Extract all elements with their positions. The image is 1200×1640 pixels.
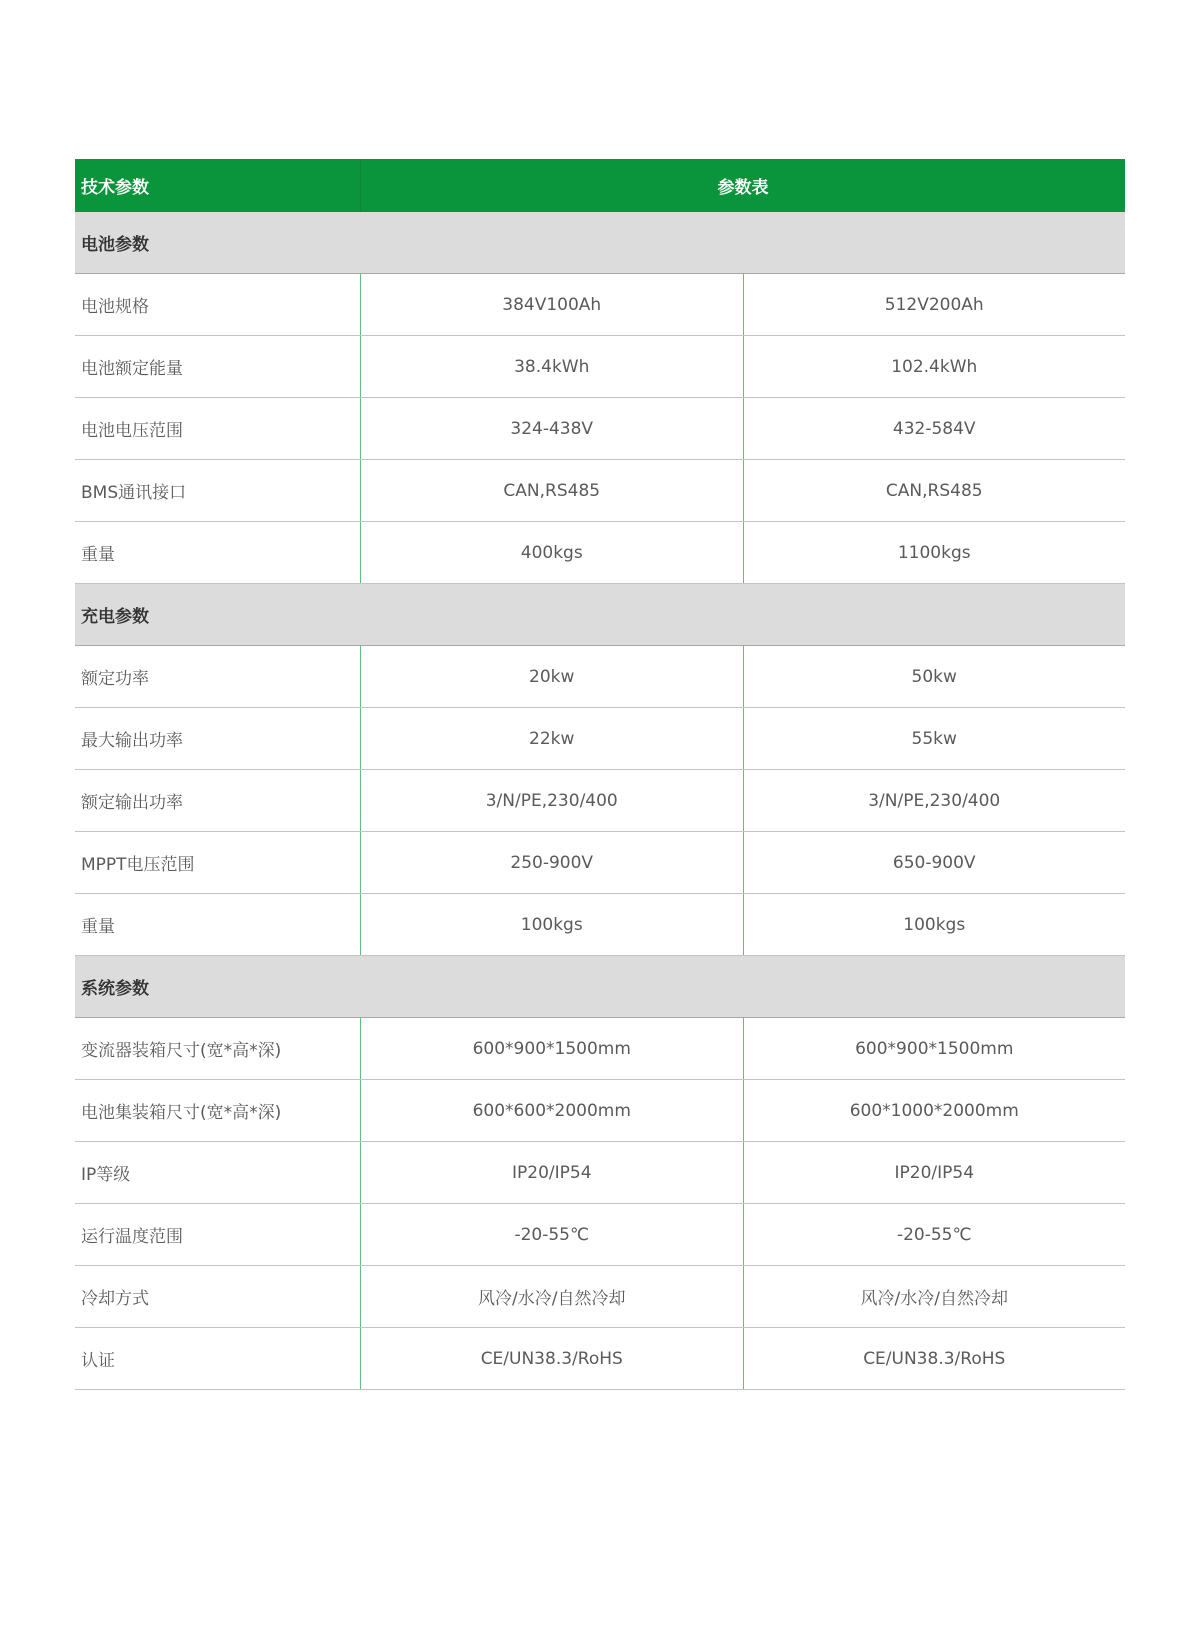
row-label: 电池规格 (81, 297, 149, 317)
row-label: BMS通讯接口 (81, 483, 187, 503)
row-label: 最大输出功率 (81, 731, 183, 751)
table-row (75, 398, 1125, 460)
table-row (75, 832, 1125, 894)
row-value-1: 600*600*2000mm (360, 1080, 743, 1141)
table-row (75, 1328, 1125, 1390)
row-value-1: 3/N/PE,230/400 (360, 770, 743, 831)
row-value-2: 512V200Ah (743, 274, 1126, 335)
header-param-label: 技术参数 (81, 178, 149, 198)
table-row (75, 1266, 1125, 1328)
row-value-2: IP20/IP54 (743, 1142, 1126, 1203)
row-label: 变流器装箱尺寸(宽*高*深) (81, 1041, 282, 1061)
row-value-1: 38.4kWh (360, 336, 743, 397)
row-value-1: 384V100Ah (360, 274, 743, 335)
row-label: MPPT电压范围 (81, 855, 195, 875)
row-value-2: 432-584V (743, 398, 1126, 459)
row-value-2: CE/UN38.3/RoHS (743, 1328, 1126, 1389)
row-label: 运行温度范围 (81, 1227, 183, 1247)
row-label: 电池电压范围 (81, 421, 183, 441)
row-value-1: CAN,RS485 (360, 460, 743, 521)
row-value-1: 风冷/水冷/自然冷却 (360, 1266, 743, 1327)
row-label: 冷却方式 (81, 1289, 149, 1309)
row-value-1: 100kgs (360, 894, 743, 955)
table-row (75, 1018, 1125, 1080)
table-row (75, 460, 1125, 522)
row-label: 电池额定能量 (81, 359, 183, 379)
row-value-1: 400kgs (360, 522, 743, 583)
table-row (75, 274, 1125, 336)
table-row (75, 1204, 1125, 1266)
row-label: 重量 (81, 545, 115, 565)
table-row (75, 1142, 1125, 1204)
row-value-2: 3/N/PE,230/400 (743, 770, 1126, 831)
row-value-1: CE/UN38.3/RoHS (360, 1328, 743, 1389)
section-title: 电池参数 (81, 235, 149, 255)
row-value-1: 20kw (360, 646, 743, 707)
section-system (75, 956, 1125, 1018)
header-table-label: 参数表 (360, 159, 1125, 212)
table-row (75, 894, 1125, 956)
section-title: 充电参数 (81, 607, 149, 627)
row-label: 额定输出功率 (81, 793, 183, 813)
row-value-1: 250-900V (360, 832, 743, 893)
row-value-2: 102.4kWh (743, 336, 1126, 397)
table-row (75, 336, 1125, 398)
table-row (75, 646, 1125, 708)
row-value-1: 22kw (360, 708, 743, 769)
row-value-2: 650-900V (743, 832, 1126, 893)
row-label: IP等级 (81, 1165, 131, 1185)
row-value-2: 600*900*1500mm (743, 1018, 1126, 1079)
row-value-2: 600*1000*2000mm (743, 1080, 1126, 1141)
row-label: 重量 (81, 917, 115, 937)
row-value-2: 1100kgs (743, 522, 1126, 583)
row-value-1: 600*900*1500mm (360, 1018, 743, 1079)
row-label: 电池集装箱尺寸(宽*高*深) (81, 1103, 282, 1123)
table-row (75, 1080, 1125, 1142)
row-label: 认证 (81, 1351, 115, 1371)
section-battery (75, 212, 1125, 274)
row-label: 额定功率 (81, 669, 149, 689)
section-charging (75, 584, 1125, 646)
row-value-2: 100kgs (743, 894, 1126, 955)
table-row (75, 708, 1125, 770)
row-value-1: IP20/IP54 (360, 1142, 743, 1203)
row-value-2: 50kw (743, 646, 1126, 707)
row-value-1: 324-438V (360, 398, 743, 459)
row-value-2: CAN,RS485 (743, 460, 1126, 521)
spec-table (75, 159, 1125, 1390)
row-value-2: 55kw (743, 708, 1126, 769)
table-header (75, 159, 1125, 212)
section-title: 系统参数 (81, 979, 149, 999)
table-row (75, 770, 1125, 832)
row-value-1: -20-55℃ (360, 1204, 743, 1265)
row-value-2: -20-55℃ (743, 1204, 1126, 1265)
table-row (75, 522, 1125, 584)
row-value-2: 风冷/水冷/自然冷却 (743, 1266, 1126, 1327)
